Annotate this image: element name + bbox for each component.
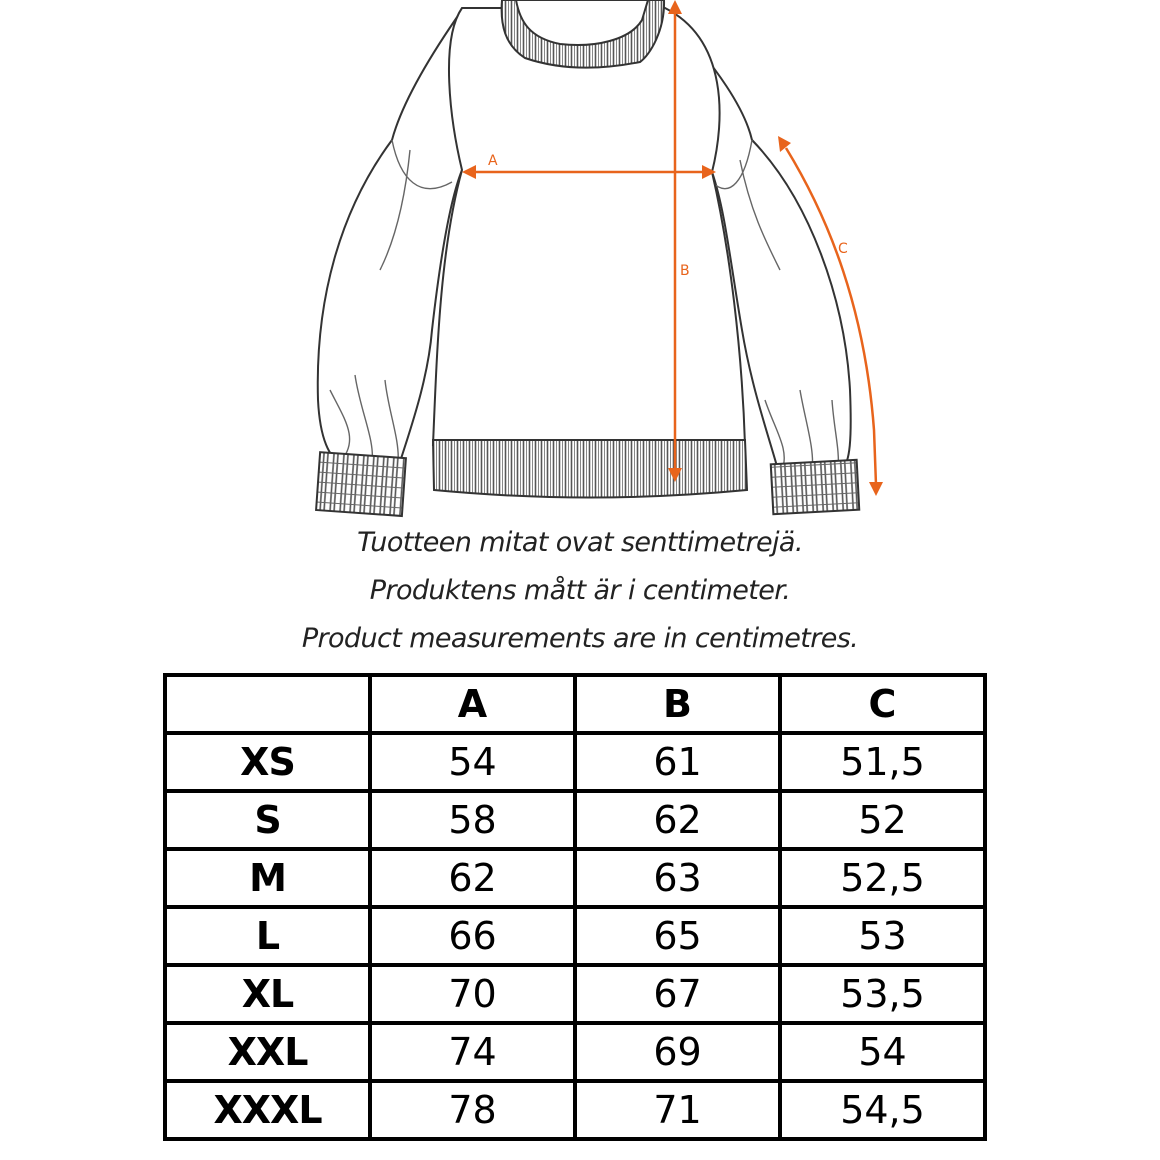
dimension-a-label: A [488, 153, 498, 169]
value-b: 71 [575, 1081, 780, 1139]
size-label: XXXL [165, 1081, 370, 1139]
size-label: XS [165, 733, 370, 791]
size-label: XL [165, 965, 370, 1023]
value-c: 54 [780, 1023, 985, 1081]
size-label: S [165, 791, 370, 849]
caption-english: Product measurements are in centimetres. [301, 623, 859, 654]
value-c: 54,5 [780, 1081, 985, 1139]
value-c: 53 [780, 907, 985, 965]
value-a: 62 [370, 849, 575, 907]
table-row [165, 965, 985, 1023]
right-cuff [771, 460, 859, 514]
sweater-body [433, 8, 745, 445]
value-b: 63 [575, 849, 780, 907]
value-b: 67 [575, 965, 780, 1023]
table-row [165, 1081, 985, 1139]
sweater-diagram [0, 0, 1160, 520]
left-cuff [316, 452, 406, 516]
table-row [165, 1023, 985, 1081]
table-row [165, 791, 985, 849]
size-label: L [165, 907, 370, 965]
caption-finnish: Tuotteen mitat ovat senttimetrejä. [357, 527, 803, 558]
header-a: A [370, 675, 575, 733]
hem-band [433, 440, 747, 498]
value-b: 61 [575, 733, 780, 791]
value-c: 52 [780, 791, 985, 849]
value-b: 65 [575, 907, 780, 965]
table-row [165, 849, 985, 907]
header-c: C [780, 675, 985, 733]
dimension-c-label: C [838, 241, 848, 257]
value-c: 52,5 [780, 849, 985, 907]
value-a: 58 [370, 791, 575, 849]
header-b: B [575, 675, 780, 733]
value-c: 53,5 [780, 965, 985, 1023]
value-a: 70 [370, 965, 575, 1023]
value-a: 54 [370, 733, 575, 791]
table-row [165, 733, 985, 791]
caption-swedish: Produktens mått är i centimeter. [369, 575, 791, 606]
table-header-row [165, 675, 985, 733]
header-corner-cell [165, 675, 370, 733]
value-a: 78 [370, 1081, 575, 1139]
value-b: 62 [575, 791, 780, 849]
value-a: 66 [370, 907, 575, 965]
table-row [165, 907, 985, 965]
size-chart-table [163, 673, 987, 1141]
value-c: 51,5 [780, 733, 985, 791]
size-label: XXL [165, 1023, 370, 1081]
size-label: M [165, 849, 370, 907]
value-a: 74 [370, 1023, 575, 1081]
value-b: 69 [575, 1023, 780, 1081]
dimension-b-label: B [680, 263, 690, 279]
